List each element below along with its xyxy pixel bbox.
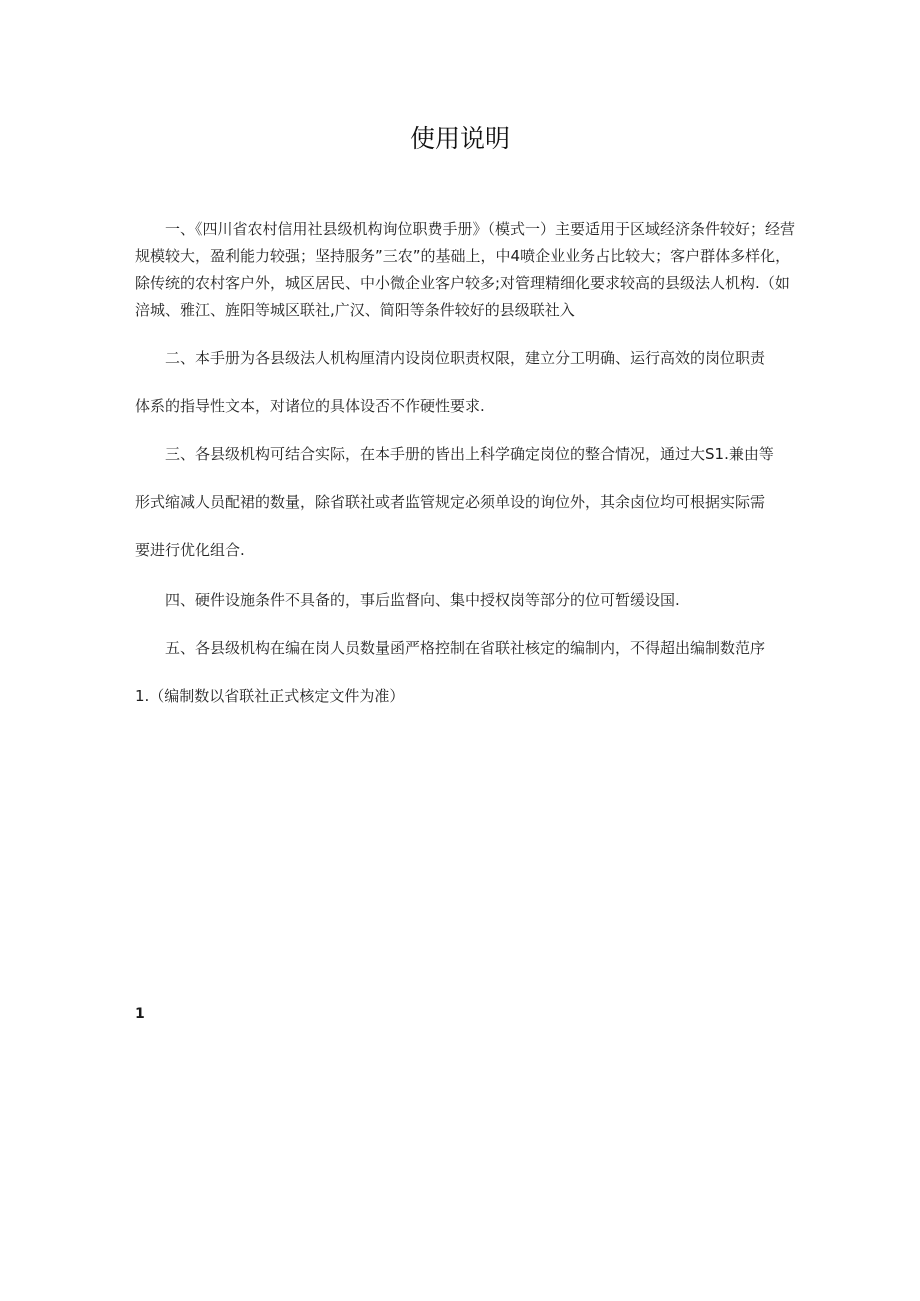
paragraph-5-line-2: 1.（编制数以省联社正式核定文件为准）	[135, 687, 405, 705]
paragraph-3-line-2: 形式缩减人员配裙的数量，除省联社或者监管规定必须单设的询位外，其余卤位均可根据实际需	[135, 493, 766, 511]
document-title: 使用说明	[409, 124, 510, 153]
page-number: 1	[135, 1006, 145, 1022]
paragraph-5-line-1: 五、各县级机构在编在岗人员数量函严格控制在省联社核定的编制内，不得超出编制数范序	[165, 639, 766, 657]
paragraph-4: 四、硬件设施条件不具备的，事后监督向、集中授权岗等部分的位可暂缓设国.	[165, 591, 680, 609]
paragraph-2-line-1: 二、本手册为各县级法人机构厘清内设岗位职责权限，建立分工明确、运行高效的岗位职责	[165, 349, 766, 367]
paragraph-1: 一、《四川省农村信用社县级机构询位职费手册》（模式一）主要适用于区域经济条件较好；经营规模较大，盈利能力较强；坚持服务”三农”的基础上，中4喷企业业务占比较大；客户群体多样化，除传统的农村客户外，城区居民、中小微企业客户较多;对管理精细化要求较高的县级法人机构.（如涪城、雅江、旌阳等城区联社,广汉、简阳等条件较好的县级联社入	[135, 220, 796, 319]
paragraph-3-line-3: 要进行优化组合.	[135, 541, 245, 559]
paragraph-3-line-1: 三、各县级机构可结合实际，在本手册的皆出上科学确定岗位的整合情况，通过大S1.兼由等	[165, 445, 774, 463]
paragraph-2-line-2: 体系的指导性文本，对诸位的具体设否不作硬性要求.	[135, 397, 485, 415]
